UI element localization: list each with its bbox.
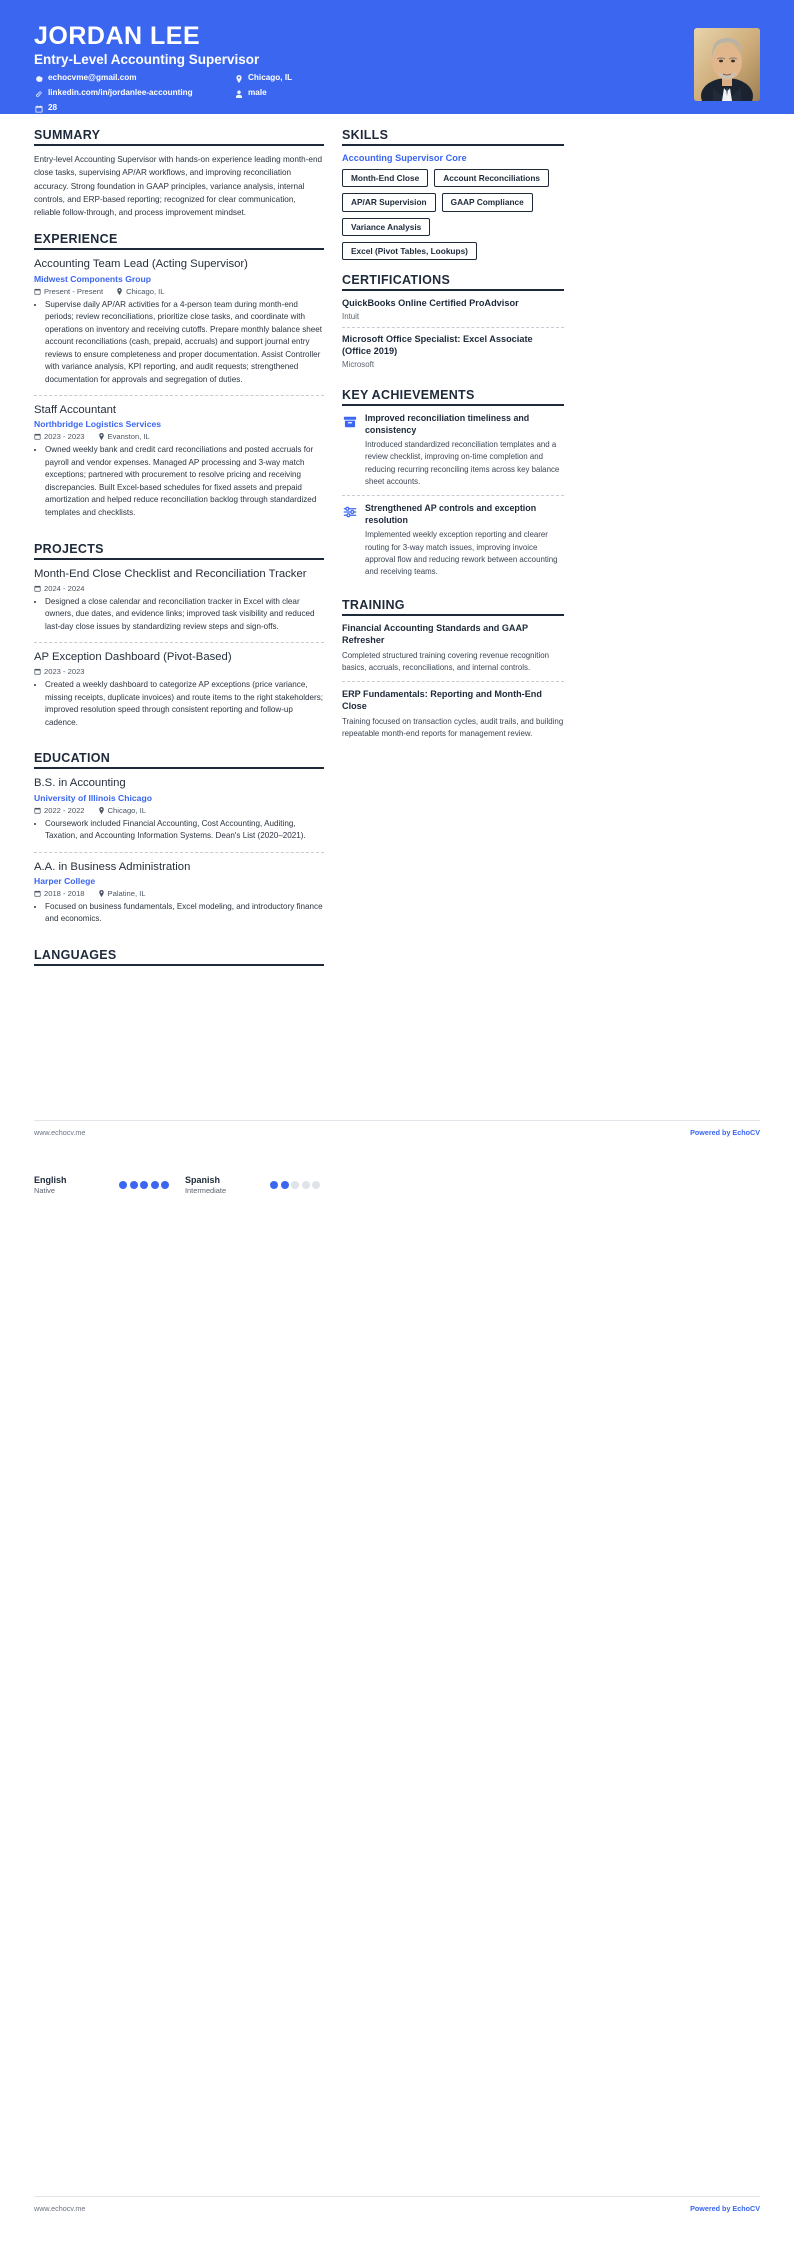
certification-name: QuickBooks Online Certified ProAdvisor	[342, 298, 519, 309]
education-bullets	[34, 818, 324, 843]
projects-heading: PROJECTS	[34, 542, 324, 560]
education-dates-text: 2022 - 2022	[44, 805, 85, 815]
skills-category: Accounting Supervisor Core	[342, 153, 467, 163]
education-bullets	[34, 901, 324, 926]
contact-column-right	[234, 74, 434, 119]
contact-linkedin-text: linkedin.com/in/jordanlee-accounting	[48, 88, 193, 98]
list-item: • Coursework included Financial Accounting, Cost Accounting, Auditing, Taxation, and Accounting Information Systems. Dean's List (2020–2021).	[45, 818, 324, 843]
experience-location	[116, 287, 164, 296]
section-certifications	[342, 273, 564, 375]
link-icon	[34, 89, 43, 98]
language-level-dots	[270, 1181, 320, 1189]
skill-chip[interactable]: AP/AR Supervision	[342, 193, 436, 211]
skill-chip[interactable]: Account Reconciliations	[434, 169, 549, 187]
experience-bullets	[34, 444, 324, 519]
languages-grid	[34, 1175, 324, 1195]
experience-entry	[34, 395, 324, 528]
candidate-name: JORDAN LEE	[34, 22, 201, 50]
experience-dates-text: Present - Present	[44, 286, 104, 296]
language-level-dots	[119, 1181, 169, 1189]
level-dot	[302, 1181, 310, 1189]
education-location-text: Chicago, IL	[107, 805, 146, 815]
contact-gender	[234, 89, 434, 98]
section-key-achievements	[342, 388, 564, 585]
left-column	[34, 128, 324, 979]
training-description: Completed structured training covering revenue recognition basics, accruals, reconciliations, and internal controls.	[342, 650, 550, 673]
contact-email[interactable]	[34, 74, 234, 83]
project-meta	[34, 667, 324, 676]
location-pin-icon	[116, 288, 123, 295]
experience-dates	[34, 287, 103, 296]
section-summary	[34, 128, 324, 219]
calendar-icon	[34, 807, 41, 814]
education-institution[interactable]: Harper College	[34, 875, 96, 886]
certification-item	[342, 327, 564, 375]
calendar-icon	[34, 890, 41, 897]
sliders-icon	[342, 504, 358, 520]
language-text	[185, 1175, 262, 1195]
achievement-title: Improved reconciliation timeliness and consistency	[365, 413, 530, 435]
education-heading: EDUCATION	[34, 751, 324, 769]
list-item: • Owned weekly bank and credit card reconciliations and posted accruals for payroll and vendor expenses. Managed AP processing and 3-way match exceptions; partnered with procurement to resolve pricing and receiving discrepancies. Built Excel-based schedules for fixed assets and prepaid amortization and helped reduce reconciliation backlog through standardized templates and checklists.	[45, 444, 324, 519]
list-item: • Focused on business fundamentals, Excel modeling, and introductory finance and economics.	[45, 901, 324, 926]
education-location	[98, 806, 146, 815]
location-pin-icon	[98, 433, 105, 440]
experience-organization[interactable]: Midwest Components Group	[34, 273, 151, 284]
project-bullets	[34, 679, 324, 729]
section-training	[342, 598, 564, 747]
education-dates-text: 2018 - 2018	[44, 888, 85, 898]
page-footer	[34, 2196, 760, 2213]
education-dates	[34, 806, 85, 815]
language-item	[185, 1175, 320, 1195]
calendar-icon	[34, 288, 41, 295]
experience-heading: EXPERIENCE	[34, 232, 324, 250]
languages-heading: LANGUAGES	[34, 948, 324, 966]
achievement-item	[342, 495, 564, 585]
languages-list	[34, 1175, 324, 1195]
certification-item	[342, 298, 564, 327]
project-meta	[34, 584, 324, 593]
skill-chip[interactable]: Month-End Close	[342, 169, 428, 187]
experience-organization[interactable]: Northbridge Logistics Services	[34, 419, 162, 430]
training-item	[342, 623, 564, 681]
project-entry	[34, 567, 324, 643]
experience-role: Staff Accountant	[34, 404, 117, 417]
section-projects	[34, 542, 324, 739]
achievement-description: Introduced standardized reconciliation templates and a review checklist, improving on-time completion and reducing recurring reconciling items across key balance sheet accounts.	[365, 440, 560, 486]
language-name: Spanish	[185, 1175, 221, 1185]
project-title: AP Exception Dashboard (Pivot-Based)	[34, 651, 232, 664]
language-text	[34, 1175, 111, 1195]
language-name: English	[34, 1175, 67, 1185]
education-location-text: Palatine, IL	[107, 888, 146, 898]
section-education	[34, 751, 324, 934]
footer-site[interactable]: www.echocv.me	[34, 2204, 86, 2213]
project-dates	[34, 584, 85, 593]
experience-entry	[34, 257, 324, 395]
language-level: Intermediate	[185, 1186, 227, 1195]
language-level: Native	[34, 1186, 55, 1195]
level-dot	[140, 1181, 148, 1189]
resume-body	[0, 114, 794, 979]
education-entry	[34, 852, 324, 935]
achievements-heading: KEY ACHIEVEMENTS	[342, 388, 564, 406]
achievement-body	[365, 413, 564, 488]
summary-heading: SUMMARY	[34, 128, 324, 146]
experience-location-text: Evanston, IL	[107, 432, 150, 442]
training-title: ERP Fundamentals: Reporting and Month-End Close	[342, 689, 542, 712]
right-column	[342, 128, 564, 761]
project-entry	[34, 642, 324, 738]
footer-site[interactable]: www.echocv.me	[34, 1128, 86, 1137]
calendar-icon	[34, 433, 41, 440]
project-bullets	[34, 596, 324, 634]
section-skills	[342, 128, 564, 260]
archive-box-icon	[342, 414, 358, 430]
calendar-icon	[34, 104, 43, 113]
education-entry	[34, 776, 324, 851]
experience-meta	[34, 432, 324, 441]
contact-gender-text: male	[248, 88, 267, 98]
contact-age	[34, 104, 234, 113]
experience-meta	[34, 287, 324, 296]
level-dot	[119, 1181, 127, 1189]
level-dot	[291, 1181, 299, 1189]
education-meta	[34, 806, 324, 815]
education-location	[98, 889, 146, 898]
contact-linkedin[interactable]	[34, 89, 234, 98]
certification-issuer: Microsoft	[342, 360, 375, 370]
level-dot	[270, 1181, 278, 1189]
skill-chip[interactable]: Variance Analysis	[342, 218, 430, 236]
experience-bullets	[34, 299, 324, 387]
training-heading: TRAINING	[342, 598, 564, 616]
training-item	[342, 681, 564, 747]
experience-location	[98, 432, 150, 441]
project-dates-text: 2024 - 2024	[44, 583, 85, 593]
project-dates-text: 2023 - 2023	[44, 667, 85, 677]
experience-role: Accounting Team Lead (Acting Supervisor)	[34, 258, 248, 271]
achievement-body	[365, 503, 564, 578]
candidate-job-title: Entry-Level Accounting Supervisor	[34, 52, 260, 67]
level-dot	[151, 1181, 159, 1189]
location-pin-icon	[98, 890, 105, 897]
summary-text: Entry-level Accounting Supervisor with hands-on experience leading month-end close tasks, supervising AP/AR workflows, and improving reconciliation accuracy. Strong foundation in GAAP principles, variance analysis, internal controls, and ERP-based reporting; recognized for clear communication, reliable follow-through, and process improvement mindset.	[34, 155, 323, 218]
achievement-description: Implemented weekly exception reporting and clearer routing for 3-way match issues, improving invoice approval flow and reducing rework between accounting and receiving teams.	[365, 530, 558, 577]
contact-email-text: echocvme@gmail.com	[48, 73, 137, 83]
section-languages	[34, 948, 324, 966]
footer-powered-by[interactable]: Powered by EchoCV	[690, 1128, 760, 1137]
experience-dates-text: 2023 - 2023	[44, 432, 85, 442]
contact-info	[34, 74, 474, 119]
contact-location-text: Chicago, IL	[248, 73, 293, 83]
experience-dates	[34, 432, 85, 441]
level-dot	[312, 1181, 320, 1189]
skill-chip[interactable]: Excel (Pivot Tables, Lookups)	[342, 242, 477, 260]
level-dot	[281, 1181, 289, 1189]
certifications-heading: CERTIFICATIONS	[342, 273, 564, 291]
skills-chip-list	[342, 169, 564, 260]
list-item: • Created a weekly dashboard to categorize AP exceptions (price variance, missing receipts, duplicate invoices) and route items to the right stakeholders; improved resolution speed through consistent reporting and follow-up cadence.	[45, 679, 324, 729]
education-degree: B.S. in Accounting	[34, 777, 126, 790]
resume-header	[0, 0, 794, 114]
level-dot	[161, 1181, 169, 1189]
certification-issuer: Intuit	[342, 312, 360, 322]
achievement-item	[342, 413, 564, 495]
contact-age-text: 28	[48, 103, 58, 113]
language-item	[34, 1175, 169, 1195]
section-experience	[34, 232, 324, 528]
avatar	[694, 28, 760, 101]
achievement-title: Strengthened AP controls and exception resolution	[365, 503, 537, 525]
skills-heading: SKILLS	[342, 128, 564, 146]
footer-powered-by[interactable]: Powered by EchoCV	[690, 2204, 760, 2213]
education-institution[interactable]: University of Illinois Chicago	[34, 792, 152, 803]
calendar-icon	[34, 668, 41, 675]
level-dot	[130, 1181, 138, 1189]
person-icon	[234, 89, 243, 98]
project-dates	[34, 667, 85, 676]
education-degree: A.A. in Business Administration	[34, 860, 191, 873]
calendar-icon	[34, 585, 41, 592]
project-title: Month-End Close Checklist and Reconciliation Tracker	[34, 567, 307, 580]
education-dates	[34, 889, 85, 898]
certification-name: Microsoft Office Specialist: Excel Associate (Office 2019)	[342, 334, 533, 357]
location-pin-icon	[98, 807, 105, 814]
email-icon	[34, 74, 43, 83]
training-title: Financial Accounting Standards and GAAP Refresher	[342, 623, 528, 646]
page-footer	[34, 1120, 760, 1137]
location-pin-icon	[234, 74, 243, 83]
education-meta	[34, 889, 324, 898]
experience-location-text: Chicago, IL	[126, 286, 165, 296]
contact-column-left	[34, 74, 234, 119]
list-item: • Supervise daily AP/AR activities for a 4-person team during month-end periods; review reconciliations, prioritize close tasks, and coordinate with operations on inventory and receiving cutoffs. Prepare monthly balance sheet account reconciliations (cash, prepaid, accruals) and support journal entry reviews to ensure completeness and proper documentation. Assist Controller with variance analysis, KPI reporting, and audit requests; strengthened documentation for approvals and segregation of duties.	[45, 299, 324, 387]
contact-location	[234, 74, 434, 83]
skill-chip[interactable]: GAAP Compliance	[442, 193, 533, 211]
list-item: • Designed a close calendar and reconciliation tracker in Excel with clear owners, due dates, and evidence links; improved task visibility and reduced last-day close issues by standardizing review steps and sign-offs.	[45, 596, 324, 634]
training-description: Training focused on transaction cycles, audit trails, and building repeatable month-end reports for management review.	[342, 717, 564, 739]
